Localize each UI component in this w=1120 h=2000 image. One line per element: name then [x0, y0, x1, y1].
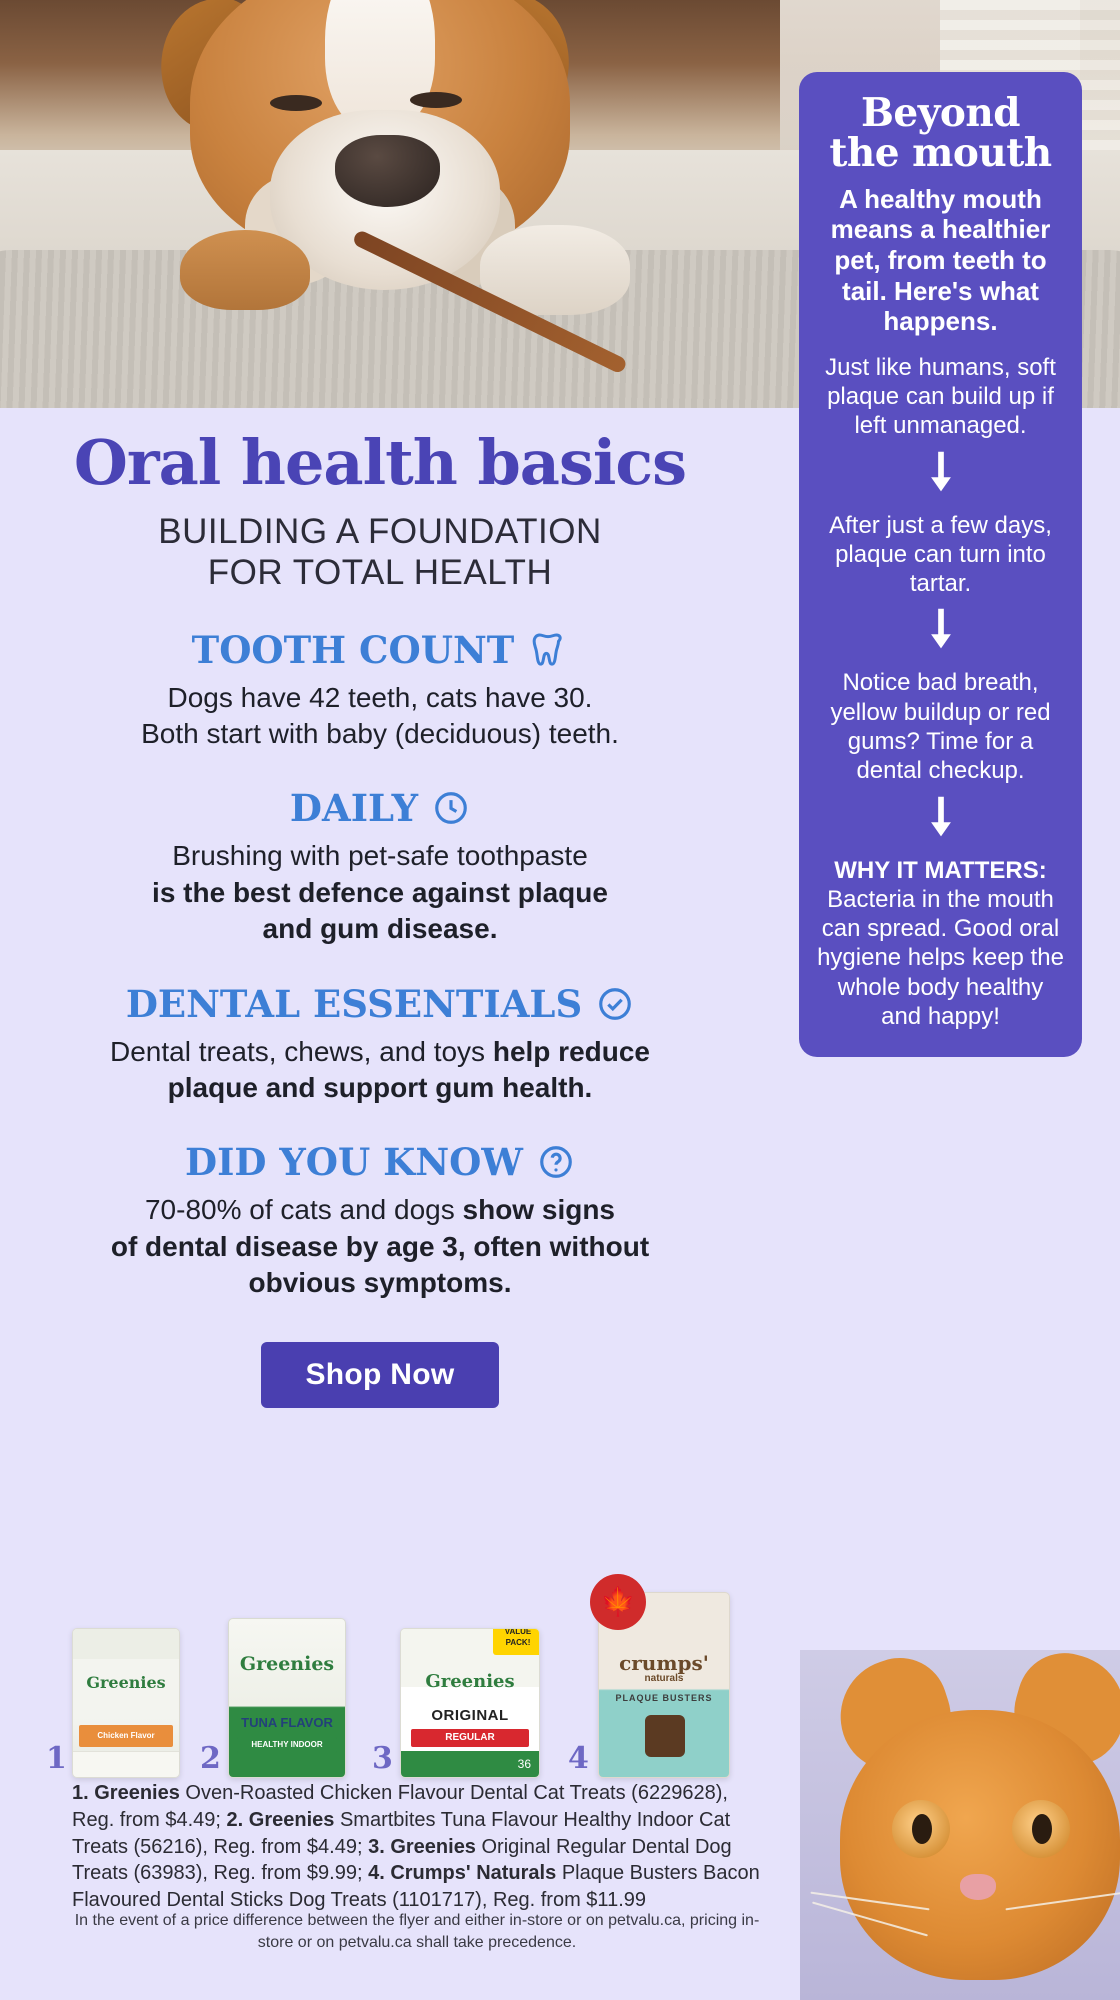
package-top — [73, 1629, 179, 1659]
product-number-1: 1 — [46, 1741, 67, 1776]
section-title-text: DAILY — [289, 786, 419, 831]
product-1[interactable] — [72, 1628, 180, 1778]
footnote-number-2: 2. — [226, 1808, 244, 1831]
product-4-brand: crumps' — [619, 1651, 709, 1675]
maple-leaf-icon: 🍁 — [590, 1574, 646, 1630]
cat-pupil-left — [912, 1814, 932, 1844]
dog-eye-right — [410, 92, 462, 108]
section-did-you-know — [0, 1140, 760, 1301]
card-step-1: Just like humans, soft plaque can build up if left unmanaged. — [825, 353, 1056, 440]
card-step-2: After just a few days, plaque can turn into tartar. — [829, 511, 1052, 598]
oral-health-section — [0, 426, 760, 1408]
footnote-number-4: 4. — [368, 1862, 385, 1885]
product-3-count: 36 — [401, 1751, 539, 1777]
product-3-brand: Greenies — [425, 1671, 515, 1692]
section-heading — [60, 1140, 700, 1184]
subtitle-line-2: FOR TOTAL HEALTH — [207, 553, 553, 593]
why-label: WHY IT MATTERS: — [834, 856, 1047, 884]
section-heading — [60, 786, 700, 830]
section-title-text: DENTAL ESSENTIALS — [125, 981, 583, 1026]
section-body: 70-80% of cats and dogs show signs of dental disease by age 3, often without obvious symptoms. — [110, 1194, 650, 1299]
page-subtitle — [0, 511, 760, 594]
product-4-stick-image — [645, 1715, 685, 1757]
product-1-brand: Greenies — [86, 1673, 166, 1692]
footnote-rest-3: Original Regular Dental Dog Treats (63983), Reg. from $9.99; — [72, 1835, 732, 1885]
section-body: Dogs have 42 teeth, cats have 30. Both start with baby (deciduous) teeth. — [141, 681, 619, 750]
price-disclaimer: In the event of a price difference between the flyer and either in-store or on petvalu.ca, pricing in-store or on petvalu.ca shall take precedence. — [74, 1912, 760, 1951]
section-title-text: DID YOU KNOW — [185, 1140, 523, 1185]
product-3-package — [400, 1628, 540, 1778]
section-heading — [60, 628, 700, 672]
product-number-3: 3 — [372, 1741, 393, 1776]
shop-now-button[interactable]: Shop Now — [261, 1342, 498, 1408]
product-footnote — [72, 1780, 762, 1914]
beyond-the-mouth-card — [799, 72, 1082, 1057]
card-title — [817, 90, 1064, 176]
subtitle-line-1: BUILDING A FOUNDATION — [158, 512, 602, 552]
card-lead: A healthy mouth means a healthier pet, from teeth to tail. Here's what happens. — [830, 183, 1051, 337]
dog-illustration — [150, 0, 670, 380]
product-2[interactable] — [228, 1618, 346, 1778]
section-body: Dental treats, chews, and toys help reduce plaque and support gum health. — [109, 1035, 651, 1104]
product-1-package — [72, 1628, 180, 1778]
product-number-2: 2 — [200, 1741, 221, 1776]
cat-nose — [960, 1874, 996, 1900]
tooth-icon — [528, 630, 568, 670]
arrow-down-icon — [924, 796, 958, 840]
product-4-variant: PLAQUE BUSTERS — [615, 1693, 713, 1703]
page-title: Oral health basics — [73, 426, 687, 499]
card-why-it-matters — [817, 856, 1064, 1032]
product-3-variant: ORIGINAL — [431, 1707, 509, 1724]
dog-nose — [335, 135, 440, 207]
footnote-number-3: 3. — [368, 1835, 385, 1858]
card-title-line-1: Beyond — [860, 90, 1021, 136]
why-text: Bacteria in the mouth can spread. Good oral hygiene helps keep the whole body healthy and happy! — [817, 885, 1064, 1030]
section-dental-essentials — [0, 982, 760, 1107]
cat-photo — [800, 1650, 1120, 2000]
section-body: Brushing with pet-safe toothpaste is the best defence against plaque and gum disease. — [152, 840, 608, 945]
dog-paw-left — [180, 230, 310, 310]
footnote-rest-2: Smartbites Tuna Flavour Healthy Indoor Cat Treats (56216), Reg. from $4.49; — [72, 1808, 731, 1858]
footnote-rest-4: Plaque Busters Bacon Flavoured Dental Sticks Dog Treats (1101717), Reg. from $11.99 — [72, 1862, 760, 1912]
footnote-brand-2: Greenies — [248, 1808, 335, 1831]
package-bottom — [73, 1751, 179, 1777]
section-daily — [0, 786, 760, 947]
section-heading — [60, 982, 700, 1026]
product-2-brand: Greenies — [239, 1653, 335, 1675]
question-circle-icon — [537, 1143, 575, 1181]
section-title-text: TOOTH COUNT — [191, 627, 515, 672]
footnote-brand-3: Greenies — [390, 1835, 476, 1858]
card-step-3: Notice bad breath, yellow buildup or red gums? Time for a dental checkup. — [830, 669, 1051, 785]
footnote-number-1: 1. — [72, 1782, 89, 1804]
product-4-brand-sub: naturals — [644, 1673, 684, 1684]
footnote-brand-1: Greenies — [94, 1782, 180, 1804]
value-pack-badge: VALUE PACK! — [493, 1628, 540, 1655]
footnote-rest-1: Oven-Roasted Chicken Flavour Dental Cat Treats (6229628), Reg. from $4.49; — [72, 1782, 728, 1831]
clock-icon — [432, 789, 470, 827]
card-title-line-2: the mouth — [829, 129, 1052, 176]
cat-head — [840, 1710, 1120, 1980]
product-number-4: 4 — [568, 1741, 589, 1776]
product-1-flavor: Chicken Flavor — [79, 1725, 173, 1747]
product-3[interactable] — [400, 1628, 540, 1778]
product-4[interactable] — [598, 1586, 730, 1778]
product-2-flavor: TUNA FLAVOR — [241, 1715, 333, 1730]
product-2-package — [228, 1618, 346, 1778]
section-tooth-count — [0, 628, 760, 753]
cat-pupil-right — [1032, 1814, 1052, 1844]
product-3-size: REGULAR — [411, 1729, 529, 1747]
dog-eye-left — [270, 95, 322, 111]
product-2-subtitle: HEALTHY INDOOR — [237, 1737, 337, 1753]
check-circle-icon — [596, 985, 634, 1023]
arrow-down-icon — [924, 608, 958, 652]
footnote-brand-4: Crumps' Naturals — [390, 1862, 557, 1885]
shop-now-container — [0, 1342, 760, 1408]
arrow-down-icon — [924, 451, 958, 495]
